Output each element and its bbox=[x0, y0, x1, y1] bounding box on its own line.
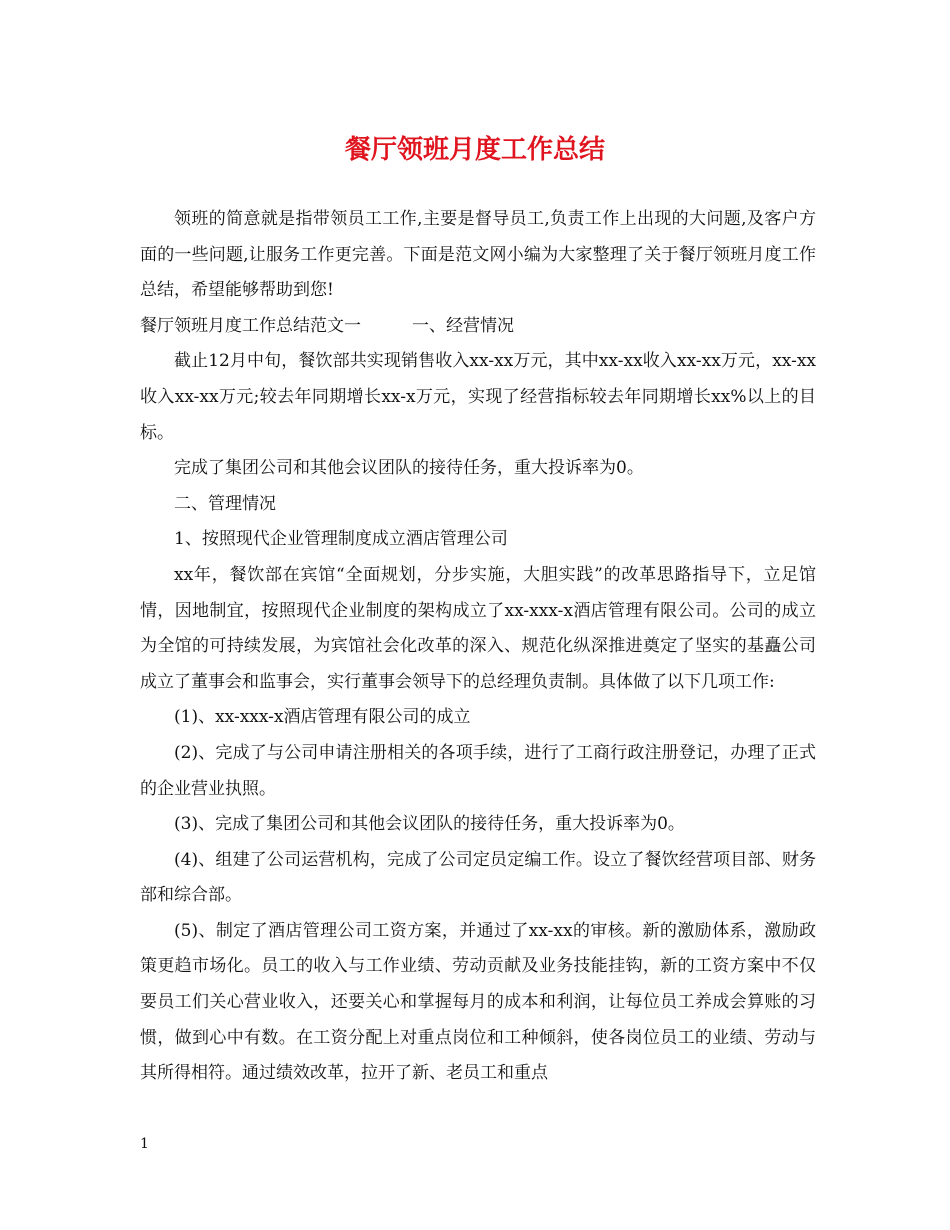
paragraph-section-heading: 餐厅领班月度工作总结范文一 一、经营情况 bbox=[140, 315, 514, 336]
paragraph-item-1: (1)、xx-xxx-x酒店管理有限公司的成立 bbox=[174, 707, 471, 728]
document-title: 餐厅领班月度工作总结 bbox=[344, 135, 605, 165]
paragraph-management-heading: 二、管理情况 bbox=[174, 493, 276, 514]
paragraph-item-4: (4)、组建了公司运营机构，完成了公司定员定编工作。设立了餐饮经营项目部、财务部和综合部。 bbox=[140, 849, 816, 906]
paragraph-reform: xx年，餐饮部在宾馆“全面规划，分步实施，大胆实践”的改革思路指导下，立足馆情，因地制宜，按照现代企业制度的架构成立了xx-xxx-x酒店管理有限公司。公司的成立为全馆的可持续发展，为宾馆社会化改革的深入、规范化纵深推进奠定了坚实的基矗公司成立了董事会和监事会，实行董事会领导下的总经理负责制。具体做了以下几项工作: bbox=[140, 564, 816, 692]
paragraph-intro: 领班的简意就是指带领员工工作,主要是督导员工,负责工作上出现的大问题,及客户方面的一些问题,让服务工作更完善。下面是范文网小编为大家整理了关于餐厅领班月度工作总结，希望能够帮助到您! bbox=[140, 209, 816, 301]
paragraph-item-5: (5)、制定了酒店管理公司工资方案，并通过了xx-xx的审核。新的激励体系，激励政策更趋市场化。员工的收入与工作业绩、劳动贡献及业务技能挂钩，新的工资方案中不仅要员工们关心营业收入，还要关心和掌握每月的成本和利润，让每位员工养成会算账的习惯，做到心中有数。在工资分配上对重点岗位和工种倾斜，使各岗位员工的业绩、劳动与其所得相符。通过绩效改革，拉开了新、老员工和重点 bbox=[140, 920, 816, 1084]
page-number: 1 bbox=[140, 1136, 149, 1152]
paragraph-sales: 截止12月中旬，餐饮部共实现销售收入xx-xx万元，其中xx-xx收入xx-xx万元，xx-xx收入xx-xx万元;较去年同期增长xx-x万元，实现了经营指标较去年同期增长xx%以上的目标。 bbox=[140, 351, 816, 443]
paragraph-reception: 完成了集团公司和其他会议团队的接待任务，重大投诉率为0。 bbox=[174, 458, 644, 479]
paragraph-subheading-1: 1、按照现代企业管理制度成立酒店管理公司 bbox=[174, 529, 508, 550]
document-body bbox=[140, 202, 816, 1092]
paragraph-item-2: (2)、完成了与公司申请注册相关的各项手续，进行了工商行政注册登记，办理了正式的企业营业执照。 bbox=[140, 742, 816, 799]
paragraph-item-3: (3)、完成了集团公司和其他会议团队的接待任务，重大投诉率为0。 bbox=[174, 814, 685, 835]
